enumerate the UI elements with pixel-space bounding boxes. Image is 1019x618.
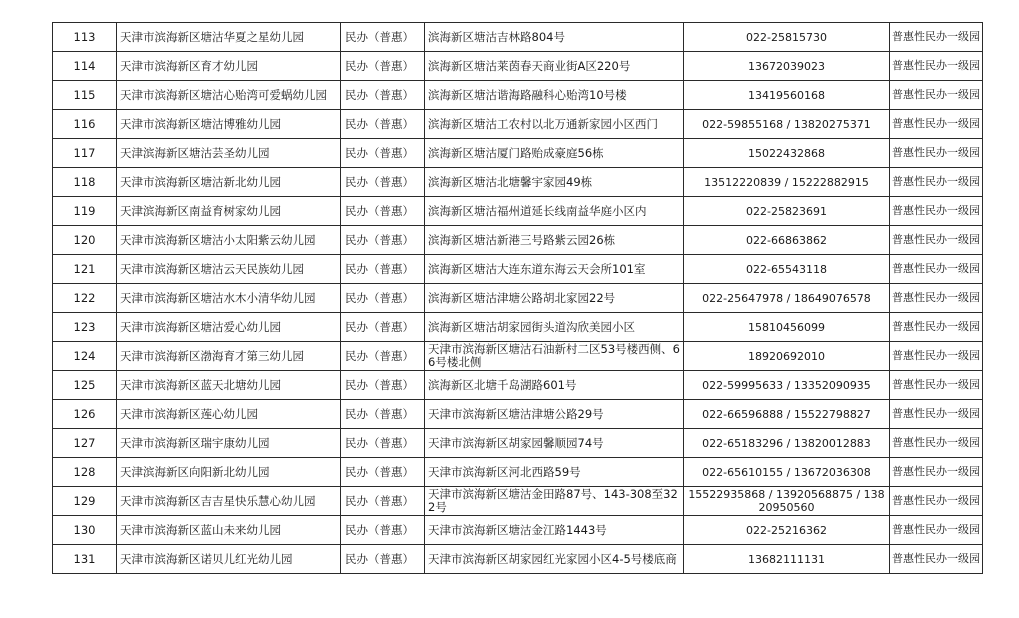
kindergarten-name-cell: 天津市滨海新区诺贝儿红光幼儿园 — [117, 545, 341, 574]
address-cell: 滨海新区塘沽大连东道东海云天会所101室 — [425, 255, 684, 284]
row-number-cell: 113 — [53, 23, 117, 52]
table-row — [53, 23, 983, 52]
grade-level-cell: 普惠性民办一级园 — [890, 342, 983, 371]
grade-level-cell: 普惠性民办一级园 — [890, 487, 983, 516]
grade-level-cell: 普惠性民办一级园 — [890, 197, 983, 226]
grade-level-cell: 普惠性民办一级园 — [890, 458, 983, 487]
kindergarten-name-cell: 天津市滨海新区塘沽小太阳紫云幼儿园 — [117, 226, 341, 255]
row-number-cell: 116 — [53, 110, 117, 139]
grade-level-cell: 普惠性民办一级园 — [890, 255, 983, 284]
table-row — [53, 429, 983, 458]
address-cell: 滨海新区塘沽工农村以北万通新家园小区西门 — [425, 110, 684, 139]
row-number-cell: 128 — [53, 458, 117, 487]
row-number-cell: 121 — [53, 255, 117, 284]
kindergarten-name-cell: 天津滨海新区南益育树家幼儿园 — [117, 197, 341, 226]
phone-number-cell: 022-25647978 / 18649076578 — [684, 284, 890, 313]
kindergarten-table — [52, 22, 983, 574]
phone-number-cell: 022-66596888 / 15522798827 — [684, 400, 890, 429]
school-type-cell: 民办（普惠） — [341, 197, 425, 226]
row-number-cell: 125 — [53, 371, 117, 400]
address-cell: 天津市滨海新区胡家园馨顺园74号 — [425, 429, 684, 458]
phone-number-cell: 022-65543118 — [684, 255, 890, 284]
row-number-cell: 127 — [53, 429, 117, 458]
grade-level-cell: 普惠性民办一级园 — [890, 313, 983, 342]
row-number-cell: 114 — [53, 52, 117, 81]
table-row — [53, 226, 983, 255]
school-type-cell: 民办（普惠） — [341, 110, 425, 139]
address-cell: 天津市滨海新区塘沽石油新村二区53号楼西侧、66号楼北侧 — [425, 342, 684, 371]
school-type-cell: 民办（普惠） — [341, 23, 425, 52]
grade-level-cell: 普惠性民办一级园 — [890, 52, 983, 81]
table-row — [53, 342, 983, 371]
kindergarten-name-cell: 天津市滨海新区塘沽博雅幼儿园 — [117, 110, 341, 139]
grade-level-cell: 普惠性民办一级园 — [890, 139, 983, 168]
grade-level-cell: 普惠性民办一级园 — [890, 371, 983, 400]
table-row — [53, 516, 983, 545]
phone-number-cell: 022-66863862 — [684, 226, 890, 255]
address-cell: 滨海新区塘沽北塘馨宇家园49栋 — [425, 168, 684, 197]
school-type-cell: 民办（普惠） — [341, 52, 425, 81]
school-type-cell: 民办（普惠） — [341, 139, 425, 168]
phone-number-cell: 022-59855168 / 13820275371 — [684, 110, 890, 139]
kindergarten-list-sheet — [52, 22, 982, 574]
phone-number-cell: 022-25216362 — [684, 516, 890, 545]
grade-level-cell: 普惠性民办一级园 — [890, 516, 983, 545]
school-type-cell: 民办（普惠） — [341, 400, 425, 429]
kindergarten-name-cell: 天津市滨海新区塘沽心贻湾可爱蜗幼儿园 — [117, 81, 341, 110]
grade-level-cell: 普惠性民办一级园 — [890, 23, 983, 52]
phone-number-cell: 022-59995633 / 13352090935 — [684, 371, 890, 400]
phone-number-cell: 13672039023 — [684, 52, 890, 81]
kindergarten-name-cell: 天津滨海新区塘沽芸圣幼儿园 — [117, 139, 341, 168]
phone-number-cell: 022-25823691 — [684, 197, 890, 226]
school-type-cell: 民办（普惠） — [341, 487, 425, 516]
row-number-cell: 122 — [53, 284, 117, 313]
kindergarten-name-cell: 天津市滨海新区塘沽新北幼儿园 — [117, 168, 341, 197]
kindergarten-name-cell: 天津市滨海新区育才幼儿园 — [117, 52, 341, 81]
kindergarten-name-cell: 天津市滨海新区蓝山未来幼儿园 — [117, 516, 341, 545]
kindergarten-name-cell: 天津市滨海新区蓝天北塘幼儿园 — [117, 371, 341, 400]
table-row — [53, 545, 983, 574]
address-cell: 滨海新区塘沽谐海路融科心贻湾10号楼 — [425, 81, 684, 110]
phone-number-cell: 022-65183296 / 13820012883 — [684, 429, 890, 458]
row-number-cell: 124 — [53, 342, 117, 371]
row-number-cell: 117 — [53, 139, 117, 168]
kindergarten-name-cell: 天津市滨海新区塘沽水木小清华幼儿园 — [117, 284, 341, 313]
school-type-cell: 民办（普惠） — [341, 284, 425, 313]
table-row — [53, 487, 983, 516]
table-row — [53, 168, 983, 197]
grade-level-cell: 普惠性民办一级园 — [890, 226, 983, 255]
phone-number-cell: 15522935868 / 13920568875 / 13820950560 — [684, 487, 890, 516]
kindergarten-name-cell: 天津市滨海新区莲心幼儿园 — [117, 400, 341, 429]
row-number-cell: 119 — [53, 197, 117, 226]
row-number-cell: 126 — [53, 400, 117, 429]
grade-level-cell: 普惠性民办一级园 — [890, 545, 983, 574]
address-cell: 滨海新区塘沽胡家园街头道沟欣美园小区 — [425, 313, 684, 342]
address-cell: 滨海新区塘沽厦门路贻成豪庭56栋 — [425, 139, 684, 168]
school-type-cell: 民办（普惠） — [341, 371, 425, 400]
table-body — [53, 23, 983, 574]
row-number-cell: 123 — [53, 313, 117, 342]
kindergarten-name-cell: 天津市滨海新区渤海育才第三幼儿园 — [117, 342, 341, 371]
school-type-cell: 民办（普惠） — [341, 458, 425, 487]
grade-level-cell: 普惠性民办一级园 — [890, 81, 983, 110]
table-row — [53, 400, 983, 429]
table-row — [53, 81, 983, 110]
school-type-cell: 民办（普惠） — [341, 545, 425, 574]
phone-number-cell: 022-65610155 / 13672036308 — [684, 458, 890, 487]
phone-number-cell: 15022432868 — [684, 139, 890, 168]
kindergarten-name-cell: 天津市滨海新区塘沽华夏之星幼儿园 — [117, 23, 341, 52]
phone-number-cell: 18920692010 — [684, 342, 890, 371]
table-row — [53, 110, 983, 139]
address-cell: 天津市滨海新区塘沽津塘公路29号 — [425, 400, 684, 429]
row-number-cell: 130 — [53, 516, 117, 545]
kindergarten-name-cell: 天津市滨海新区塘沽云天民族幼儿园 — [117, 255, 341, 284]
kindergarten-name-cell: 天津市滨海新区塘沽爱心幼儿园 — [117, 313, 341, 342]
school-type-cell: 民办（普惠） — [341, 226, 425, 255]
table-row — [53, 458, 983, 487]
table-row — [53, 139, 983, 168]
school-type-cell: 民办（普惠） — [341, 429, 425, 458]
phone-number-cell: 022-25815730 — [684, 23, 890, 52]
address-cell: 天津市滨海新区胡家园红光家园小区4-5号楼底商 — [425, 545, 684, 574]
address-cell: 滨海新区塘沽莱茵春天商业街A区220号 — [425, 52, 684, 81]
address-cell: 天津市滨海新区河北西路59号 — [425, 458, 684, 487]
grade-level-cell: 普惠性民办一级园 — [890, 110, 983, 139]
school-type-cell: 民办（普惠） — [341, 313, 425, 342]
school-type-cell: 民办（普惠） — [341, 516, 425, 545]
address-cell: 天津市滨海新区塘沽金江路1443号 — [425, 516, 684, 545]
kindergarten-name-cell: 天津市滨海新区瑞宇康幼儿园 — [117, 429, 341, 458]
row-number-cell: 129 — [53, 487, 117, 516]
table-row — [53, 313, 983, 342]
address-cell: 滨海新区塘沽吉林路804号 — [425, 23, 684, 52]
kindergarten-name-cell: 天津市滨海新区吉吉星快乐慧心幼儿园 — [117, 487, 341, 516]
table-row — [53, 255, 983, 284]
address-cell: 天津市滨海新区塘沽金田路87号、143-308至322号 — [425, 487, 684, 516]
school-type-cell: 民办（普惠） — [341, 255, 425, 284]
address-cell: 滨海新区塘沽福州道延长线南益华庭小区内 — [425, 197, 684, 226]
table-row — [53, 284, 983, 313]
address-cell: 滨海新区塘沽新港三号路紫云园26栋 — [425, 226, 684, 255]
kindergarten-name-cell: 天津滨海新区向阳新北幼儿园 — [117, 458, 341, 487]
row-number-cell: 131 — [53, 545, 117, 574]
address-cell: 滨海新区北塘千岛湖路601号 — [425, 371, 684, 400]
table-row — [53, 197, 983, 226]
phone-number-cell: 13419560168 — [684, 81, 890, 110]
row-number-cell: 118 — [53, 168, 117, 197]
grade-level-cell: 普惠性民办一级园 — [890, 168, 983, 197]
row-number-cell: 115 — [53, 81, 117, 110]
phone-number-cell: 13682111131 — [684, 545, 890, 574]
grade-level-cell: 普惠性民办一级园 — [890, 284, 983, 313]
school-type-cell: 民办（普惠） — [341, 168, 425, 197]
table-row — [53, 52, 983, 81]
row-number-cell: 120 — [53, 226, 117, 255]
grade-level-cell: 普惠性民办一级园 — [890, 400, 983, 429]
address-cell: 滨海新区塘沽津塘公路胡北家园22号 — [425, 284, 684, 313]
grade-level-cell: 普惠性民办一级园 — [890, 429, 983, 458]
school-type-cell: 民办（普惠） — [341, 342, 425, 371]
school-type-cell: 民办（普惠） — [341, 81, 425, 110]
phone-number-cell: 15810456099 — [684, 313, 890, 342]
phone-number-cell: 13512220839 / 15222882915 — [684, 168, 890, 197]
table-row — [53, 371, 983, 400]
